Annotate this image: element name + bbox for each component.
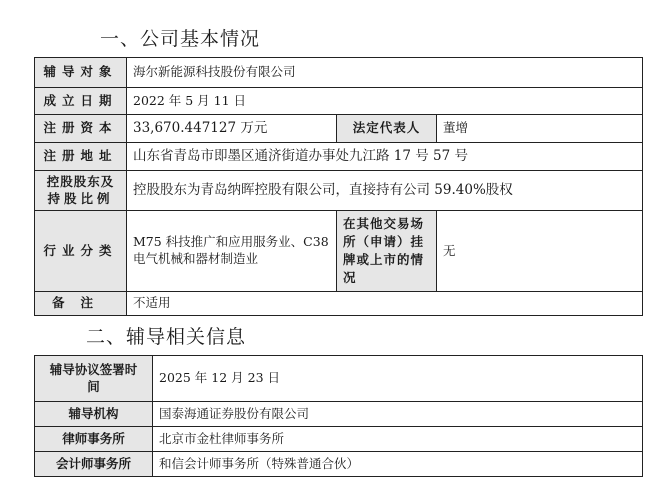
legal-rep-value: 董增	[437, 115, 643, 143]
table-row	[35, 356, 643, 402]
listed-label: 在其他交易场所（申请）挂牌或上市的情况	[337, 211, 437, 292]
established-value: 2022 年 5 月 11 日	[127, 88, 643, 115]
section-title-counseling-info: 二、辅导相关信息	[86, 326, 247, 348]
accounting-firm-label: 会计师事务所	[35, 452, 153, 477]
shareholder-label-line2: 持股比例	[47, 190, 114, 206]
table-row	[35, 171, 643, 211]
counseling-info-table	[34, 355, 643, 477]
established-label: 成立日期	[35, 88, 127, 115]
shareholder-value: 控股股东为青岛纳晖控股有限公司，直接持有公司 59.40%股权	[127, 171, 643, 211]
agreement-label: 辅导协议签署时间	[35, 356, 153, 402]
agreement-value: 2025 年 12 月 23 日	[153, 356, 643, 402]
capital-value: 33,670.447127 万元	[127, 115, 337, 143]
table-row	[35, 402, 643, 427]
company-basics-table	[34, 57, 643, 316]
shareholder-label-line1: 控股股东及	[46, 173, 115, 189]
remark-label: 备注	[35, 292, 127, 316]
law-firm-value: 北京市金杜律师事务所	[153, 427, 643, 452]
address-label: 注册地址	[35, 143, 127, 171]
capital-label: 注册资本	[35, 115, 127, 143]
accounting-firm-value: 和信会计师事务所（特殊普通合伙）	[153, 452, 643, 477]
table-row	[35, 143, 643, 171]
table-row	[35, 211, 643, 292]
listed-value: 无	[437, 211, 643, 292]
address-value: 山东省青岛市即墨区通济街道办事处九江路 17 号 57 号	[127, 143, 643, 171]
remark-value: 不适用	[127, 292, 643, 316]
table-row	[35, 115, 643, 143]
shareholder-label	[35, 171, 127, 211]
table-row	[35, 292, 643, 316]
legal-rep-label: 法定代表人	[337, 115, 437, 143]
table-row	[35, 58, 643, 88]
industry-label: 行业分类	[35, 211, 127, 292]
law-firm-label: 律师事务所	[35, 427, 153, 452]
industry-value: M75 科技推广和应用服务业、C38 电气机械和器材制造业	[127, 211, 337, 292]
target-label: 辅导对象	[35, 58, 127, 88]
section-title-company-basics: 一、公司基本情况	[100, 28, 261, 50]
institution-label: 辅导机构	[35, 402, 153, 427]
institution-value: 国泰海通证券股份有限公司	[153, 402, 643, 427]
table-row	[35, 427, 643, 452]
table-row	[35, 452, 643, 477]
table-row	[35, 88, 643, 115]
target-value: 海尔新能源科技股份有限公司	[127, 58, 643, 88]
